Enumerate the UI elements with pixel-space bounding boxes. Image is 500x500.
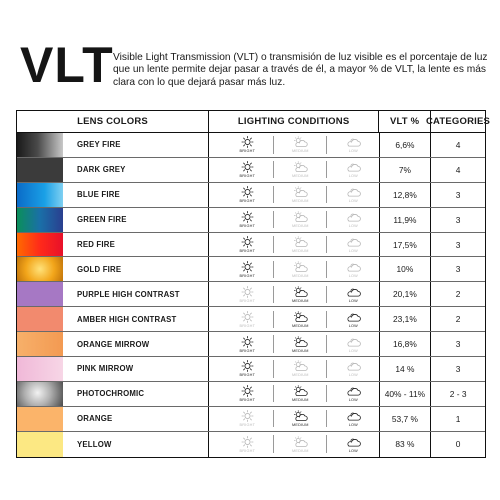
- lighting-conditions-cell: [209, 233, 379, 257]
- low-condition: [329, 432, 377, 457]
- separator: [273, 211, 274, 228]
- bright-condition: [223, 282, 271, 306]
- separator: [326, 311, 327, 328]
- category-value: 3: [455, 239, 461, 250]
- bright-condition: [223, 307, 271, 331]
- low-condition: [329, 407, 377, 431]
- bright-condition-label: BRIGHT: [239, 149, 256, 154]
- medium-condition-label: MEDIUM: [292, 249, 309, 253]
- lens-color-name-cell: [63, 307, 209, 331]
- vlt-value-cell: [380, 357, 432, 381]
- separator: [273, 435, 274, 453]
- lighting-conditions-cell: [209, 183, 379, 207]
- category-value: 3: [455, 214, 461, 225]
- medium-condition: [276, 407, 324, 431]
- separator: [326, 435, 327, 453]
- low-condition-label: LOW: [348, 249, 358, 253]
- sun-icon: [240, 261, 255, 273]
- partly-cloudy-icon: [293, 311, 308, 323]
- vlt-value: 40% - 11%: [384, 388, 426, 399]
- bright-condition-label: BRIGHT: [239, 423, 256, 428]
- lens-color-name-cell: [63, 357, 209, 381]
- separator: [273, 385, 274, 402]
- low-condition: [329, 282, 377, 306]
- lens-color-swatch: [17, 432, 63, 457]
- cloud-icon: [346, 286, 361, 298]
- lens-color-name: DARK GREY: [77, 165, 126, 175]
- category-value: 3: [455, 189, 461, 200]
- lighting-conditions-cell: [209, 307, 379, 331]
- separator: [273, 136, 274, 153]
- lens-color-name: PHOTOCHROMIC: [77, 389, 145, 399]
- lens-color-swatch: [17, 382, 63, 406]
- lens-color-name: AMBER HIGH CONTRAST: [77, 314, 177, 324]
- sun-icon: [240, 186, 255, 198]
- separator: [326, 385, 327, 402]
- vlt-value: 6,6%: [395, 139, 415, 150]
- vlt-value: 11,9%: [393, 214, 417, 225]
- category-value: 1: [455, 413, 461, 424]
- category-value-cell: [431, 158, 485, 182]
- sun-icon: [240, 410, 255, 422]
- medium-condition: [276, 257, 324, 281]
- low-condition: [329, 208, 377, 232]
- bright-condition: [223, 332, 271, 356]
- vlt-value: 17,5%: [393, 239, 417, 250]
- medium-condition: [276, 282, 324, 306]
- table-row: [17, 158, 485, 183]
- category-value: 2: [455, 314, 461, 325]
- separator: [326, 211, 327, 228]
- separator: [326, 236, 327, 253]
- table-body: [17, 133, 485, 457]
- bright-condition-label: BRIGHT: [239, 323, 256, 328]
- category-value: 2 - 3: [449, 388, 467, 399]
- lens-color-name: GREEN FIRE: [77, 215, 127, 225]
- lens-color-name: ORANGE: [77, 414, 113, 424]
- header-vlt: VLT %: [379, 111, 431, 132]
- table-row: [17, 133, 485, 158]
- low-condition-label: LOW: [348, 273, 358, 278]
- sun-icon: [240, 436, 255, 448]
- cloud-icon: [346, 385, 361, 397]
- lens-color-name: YELLOW: [77, 439, 112, 449]
- low-condition: [329, 233, 377, 257]
- lighting-conditions-cell: [209, 382, 379, 406]
- lens-color-name: PINK MIRROW: [77, 364, 134, 374]
- category-value-cell: [431, 208, 485, 232]
- low-condition: [329, 332, 377, 356]
- lighting-conditions-cell: [209, 133, 379, 157]
- vlt-table: [16, 110, 491, 458]
- separator: [326, 335, 327, 352]
- lighting-conditions-cell: [209, 357, 379, 381]
- category-value: 3: [455, 363, 461, 374]
- category-value-cell: [431, 382, 485, 406]
- medium-condition-label: MEDIUM: [292, 224, 309, 229]
- vlt-value: 7%: [398, 164, 411, 175]
- lens-color-name-cell: [63, 208, 209, 232]
- header-lens-colors: LENS COLORS: [17, 111, 209, 132]
- bright-condition-label: BRIGHT: [239, 348, 256, 353]
- bright-condition-label: BRIGHT: [239, 398, 256, 403]
- medium-condition: [276, 382, 324, 406]
- vlt-value: 23,1%: [393, 314, 417, 325]
- cloud-icon: [346, 136, 361, 148]
- category-value: 0: [455, 439, 461, 450]
- lens-color-name-cell: [63, 382, 209, 406]
- low-condition-label: LOW: [348, 348, 358, 353]
- sun-icon: [240, 236, 255, 248]
- partly-cloudy-icon: [293, 261, 308, 273]
- lens-color-swatch: [17, 282, 63, 306]
- bright-condition-label: BRIGHT: [239, 448, 256, 453]
- vlt-value: 16,8%: [393, 339, 417, 350]
- bright-condition-label: BRIGHT: [239, 273, 256, 278]
- vlt-value: 10%: [396, 264, 414, 275]
- lens-color-name: GOLD FIRE: [77, 264, 122, 274]
- low-condition-label: LOW: [348, 448, 358, 453]
- separator: [273, 236, 274, 253]
- medium-condition-label: MEDIUM: [292, 323, 309, 328]
- cloud-icon: [346, 410, 361, 422]
- medium-condition-label: MEDIUM: [292, 348, 309, 353]
- vlt-value: 14 %: [395, 363, 415, 374]
- lens-color-swatch: [17, 307, 63, 331]
- lens-color-name-cell: [63, 233, 209, 257]
- low-condition: [329, 382, 377, 406]
- separator: [273, 335, 274, 352]
- cloud-icon: [346, 186, 361, 198]
- low-condition: [329, 133, 377, 157]
- bright-condition: [223, 158, 271, 182]
- category-value-cell: [431, 307, 485, 331]
- category-value-cell: [431, 233, 485, 257]
- bright-condition: [223, 233, 271, 257]
- category-value: 4: [455, 164, 461, 175]
- lens-color-swatch: [17, 233, 63, 257]
- medium-condition: [276, 357, 324, 381]
- medium-condition-label: MEDIUM: [292, 273, 309, 278]
- lens-color-name: GREY FIRE: [77, 140, 121, 150]
- separator: [273, 186, 274, 203]
- medium-condition-label: MEDIUM: [292, 448, 309, 453]
- header-categories: CATEGORIES: [425, 116, 491, 127]
- partly-cloudy-icon: [293, 410, 308, 422]
- sun-icon: [240, 161, 255, 173]
- lens-color-name: RED FIRE: [77, 240, 115, 249]
- lighting-conditions-cell: [209, 158, 379, 182]
- description-text: Visible Light Transmission (VLT) o transmisión de luz visible es el porcentaje de luz que un lente permite dejar pasar a través de él, a mayor % de VLT, la lente es más clara con lo que dejará pasar más luz.: [113, 52, 488, 88]
- cloud-icon: [346, 161, 361, 173]
- partly-cloudy-icon: [293, 436, 308, 448]
- bright-condition-label: BRIGHT: [239, 298, 256, 303]
- medium-condition: [276, 158, 324, 182]
- lens-color-name-cell: [63, 257, 209, 281]
- lens-color-name: BLUE FIRE: [77, 190, 120, 200]
- lens-color-name-cell: [63, 282, 209, 306]
- table-row: [17, 233, 485, 258]
- low-condition-label: LOW: [348, 423, 358, 428]
- medium-condition: [276, 307, 324, 331]
- bright-condition-label: BRIGHT: [239, 373, 256, 378]
- low-condition-label: LOW: [348, 323, 358, 328]
- bright-condition-label: BRIGHT: [239, 249, 256, 253]
- cloud-icon: [346, 360, 361, 372]
- partly-cloudy-icon: [293, 236, 308, 248]
- low-condition: [329, 257, 377, 281]
- separator: [273, 161, 274, 178]
- table-row: [17, 357, 485, 382]
- vlt-value-cell: [380, 158, 432, 182]
- separator: [273, 286, 274, 303]
- bright-condition: [223, 407, 271, 431]
- vlt-value-cell: [380, 183, 432, 207]
- header: [0, 0, 500, 108]
- medium-condition-label: MEDIUM: [292, 298, 309, 303]
- cloud-icon: [346, 311, 361, 323]
- partly-cloudy-icon: [293, 136, 308, 148]
- bright-condition: [223, 183, 271, 207]
- medium-condition-label: MEDIUM: [292, 373, 309, 378]
- category-value-cell: [431, 183, 485, 207]
- cloud-icon: [346, 236, 361, 248]
- category-value-cell: [431, 282, 485, 306]
- partly-cloudy-icon: [293, 211, 308, 223]
- lens-color-swatch: [17, 332, 63, 356]
- medium-condition: [276, 183, 324, 207]
- medium-condition: [276, 133, 324, 157]
- header-lighting-conditions: LIGHTING CONDITIONS: [209, 111, 379, 132]
- category-value: 3: [455, 339, 461, 350]
- category-value-cell: [431, 332, 485, 356]
- lens-color-swatch: [17, 133, 63, 157]
- separator: [326, 410, 327, 427]
- separator: [273, 261, 274, 278]
- sun-icon: [240, 360, 255, 372]
- cloud-icon: [346, 336, 361, 348]
- medium-condition-label: MEDIUM: [292, 149, 309, 154]
- sun-icon: [240, 136, 255, 148]
- lens-color-swatch: [17, 208, 63, 232]
- bright-condition: [223, 357, 271, 381]
- bright-condition: [223, 382, 271, 406]
- separator: [273, 360, 274, 377]
- medium-condition: [276, 233, 324, 257]
- lighting-conditions-cell: [209, 407, 379, 431]
- vlt-value-cell: [380, 307, 432, 331]
- lighting-conditions-cell: [209, 432, 379, 457]
- lens-color-swatch: [17, 407, 63, 431]
- lens-color-swatch: [17, 357, 63, 381]
- table-row: [17, 407, 485, 432]
- table-row: [17, 257, 485, 282]
- low-condition-label: LOW: [348, 149, 358, 154]
- category-value: 3: [455, 264, 461, 275]
- category-value: 4: [455, 139, 461, 150]
- partly-cloudy-icon: [293, 161, 308, 173]
- lighting-conditions-cell: [209, 257, 379, 281]
- partly-cloudy-icon: [293, 360, 308, 372]
- bright-condition: [223, 133, 271, 157]
- low-condition-label: LOW: [348, 224, 358, 229]
- vlt-value-cell: [380, 282, 432, 306]
- category-value-cell: [431, 407, 485, 431]
- category-value-cell: [431, 257, 485, 281]
- lens-color-name-cell: [63, 332, 209, 356]
- vlt-value: 20,1%: [393, 289, 417, 300]
- category-value-cell: [431, 357, 485, 381]
- medium-condition: [276, 432, 324, 457]
- vlt-value-cell: [380, 332, 432, 356]
- medium-condition-label: MEDIUM: [292, 199, 309, 204]
- lens-color-swatch: [17, 257, 63, 281]
- medium-condition-label: MEDIUM: [292, 398, 309, 403]
- low-condition: [329, 357, 377, 381]
- bright-condition: [223, 208, 271, 232]
- medium-condition-label: MEDIUM: [292, 174, 309, 179]
- lighting-conditions-cell: [209, 282, 379, 306]
- category-value-cell: [431, 432, 485, 457]
- separator: [326, 360, 327, 377]
- vlt-value: 12,8%: [393, 189, 417, 200]
- cloud-icon: [346, 261, 361, 273]
- vlt-value-cell: [380, 407, 432, 431]
- separator: [326, 286, 327, 303]
- medium-condition: [276, 208, 324, 232]
- lens-color-name-cell: [63, 158, 209, 182]
- low-condition-label: LOW: [348, 174, 358, 179]
- separator: [273, 311, 274, 328]
- low-condition: [329, 158, 377, 182]
- table-row: [17, 382, 485, 407]
- table-row: [17, 432, 485, 457]
- low-condition-label: LOW: [348, 298, 358, 303]
- bright-condition: [223, 432, 271, 457]
- separator: [326, 186, 327, 203]
- table-row: [17, 208, 485, 233]
- vlt-value: 83 %: [395, 439, 415, 450]
- separator: [326, 161, 327, 178]
- lens-color-name-cell: [63, 183, 209, 207]
- low-condition: [329, 307, 377, 331]
- sun-icon: [240, 336, 255, 348]
- lens-color-name: ORANGE MIRROW: [77, 339, 150, 349]
- partly-cloudy-icon: [293, 186, 308, 198]
- bright-condition-label: BRIGHT: [239, 224, 256, 229]
- medium-condition: [276, 332, 324, 356]
- lens-color-name-cell: [63, 432, 209, 457]
- lens-color-name-cell: [63, 133, 209, 157]
- table-header-row: [17, 111, 491, 133]
- bright-condition-label: BRIGHT: [239, 174, 256, 179]
- partly-cloudy-icon: [293, 336, 308, 348]
- sun-icon: [240, 211, 255, 223]
- low-condition-label: LOW: [348, 398, 358, 403]
- vlt-value-cell: [380, 257, 432, 281]
- separator: [326, 136, 327, 153]
- partly-cloudy-icon: [293, 286, 308, 298]
- bright-condition-label: BRIGHT: [239, 199, 256, 204]
- vlt-value: 53,7 %: [391, 413, 418, 424]
- lighting-conditions-cell: [209, 208, 379, 232]
- table-row: [17, 282, 485, 307]
- table-row: [17, 183, 485, 208]
- vlt-value-cell: [380, 382, 432, 406]
- separator: [273, 410, 274, 427]
- table-row: [17, 307, 485, 332]
- lens-color-name-cell: [63, 407, 209, 431]
- vlt-value-cell: [380, 133, 432, 157]
- low-condition-label: LOW: [348, 199, 358, 204]
- sun-icon: [240, 286, 255, 298]
- sun-icon: [240, 385, 255, 397]
- sun-icon: [240, 311, 255, 323]
- lens-color-swatch: [17, 183, 63, 207]
- low-condition: [329, 183, 377, 207]
- vlt-value-cell: [380, 233, 432, 257]
- separator: [326, 261, 327, 278]
- cloud-icon: [346, 211, 361, 223]
- category-value-cell: [431, 133, 485, 157]
- bright-condition: [223, 257, 271, 281]
- lighting-conditions-cell: [209, 332, 379, 356]
- low-condition-label: LOW: [348, 373, 358, 378]
- cloud-icon: [346, 436, 361, 448]
- partly-cloudy-icon: [293, 385, 308, 397]
- page-title: VLT: [20, 37, 114, 93]
- vlt-value-cell: [380, 208, 432, 232]
- medium-condition-label: MEDIUM: [292, 423, 309, 428]
- table-row: [17, 332, 485, 357]
- vlt-value-cell: [380, 432, 432, 457]
- lens-color-name: PURPLE HIGH CONTRAST: [77, 289, 180, 299]
- lens-color-swatch: [17, 158, 63, 182]
- category-value: 2: [455, 289, 461, 300]
